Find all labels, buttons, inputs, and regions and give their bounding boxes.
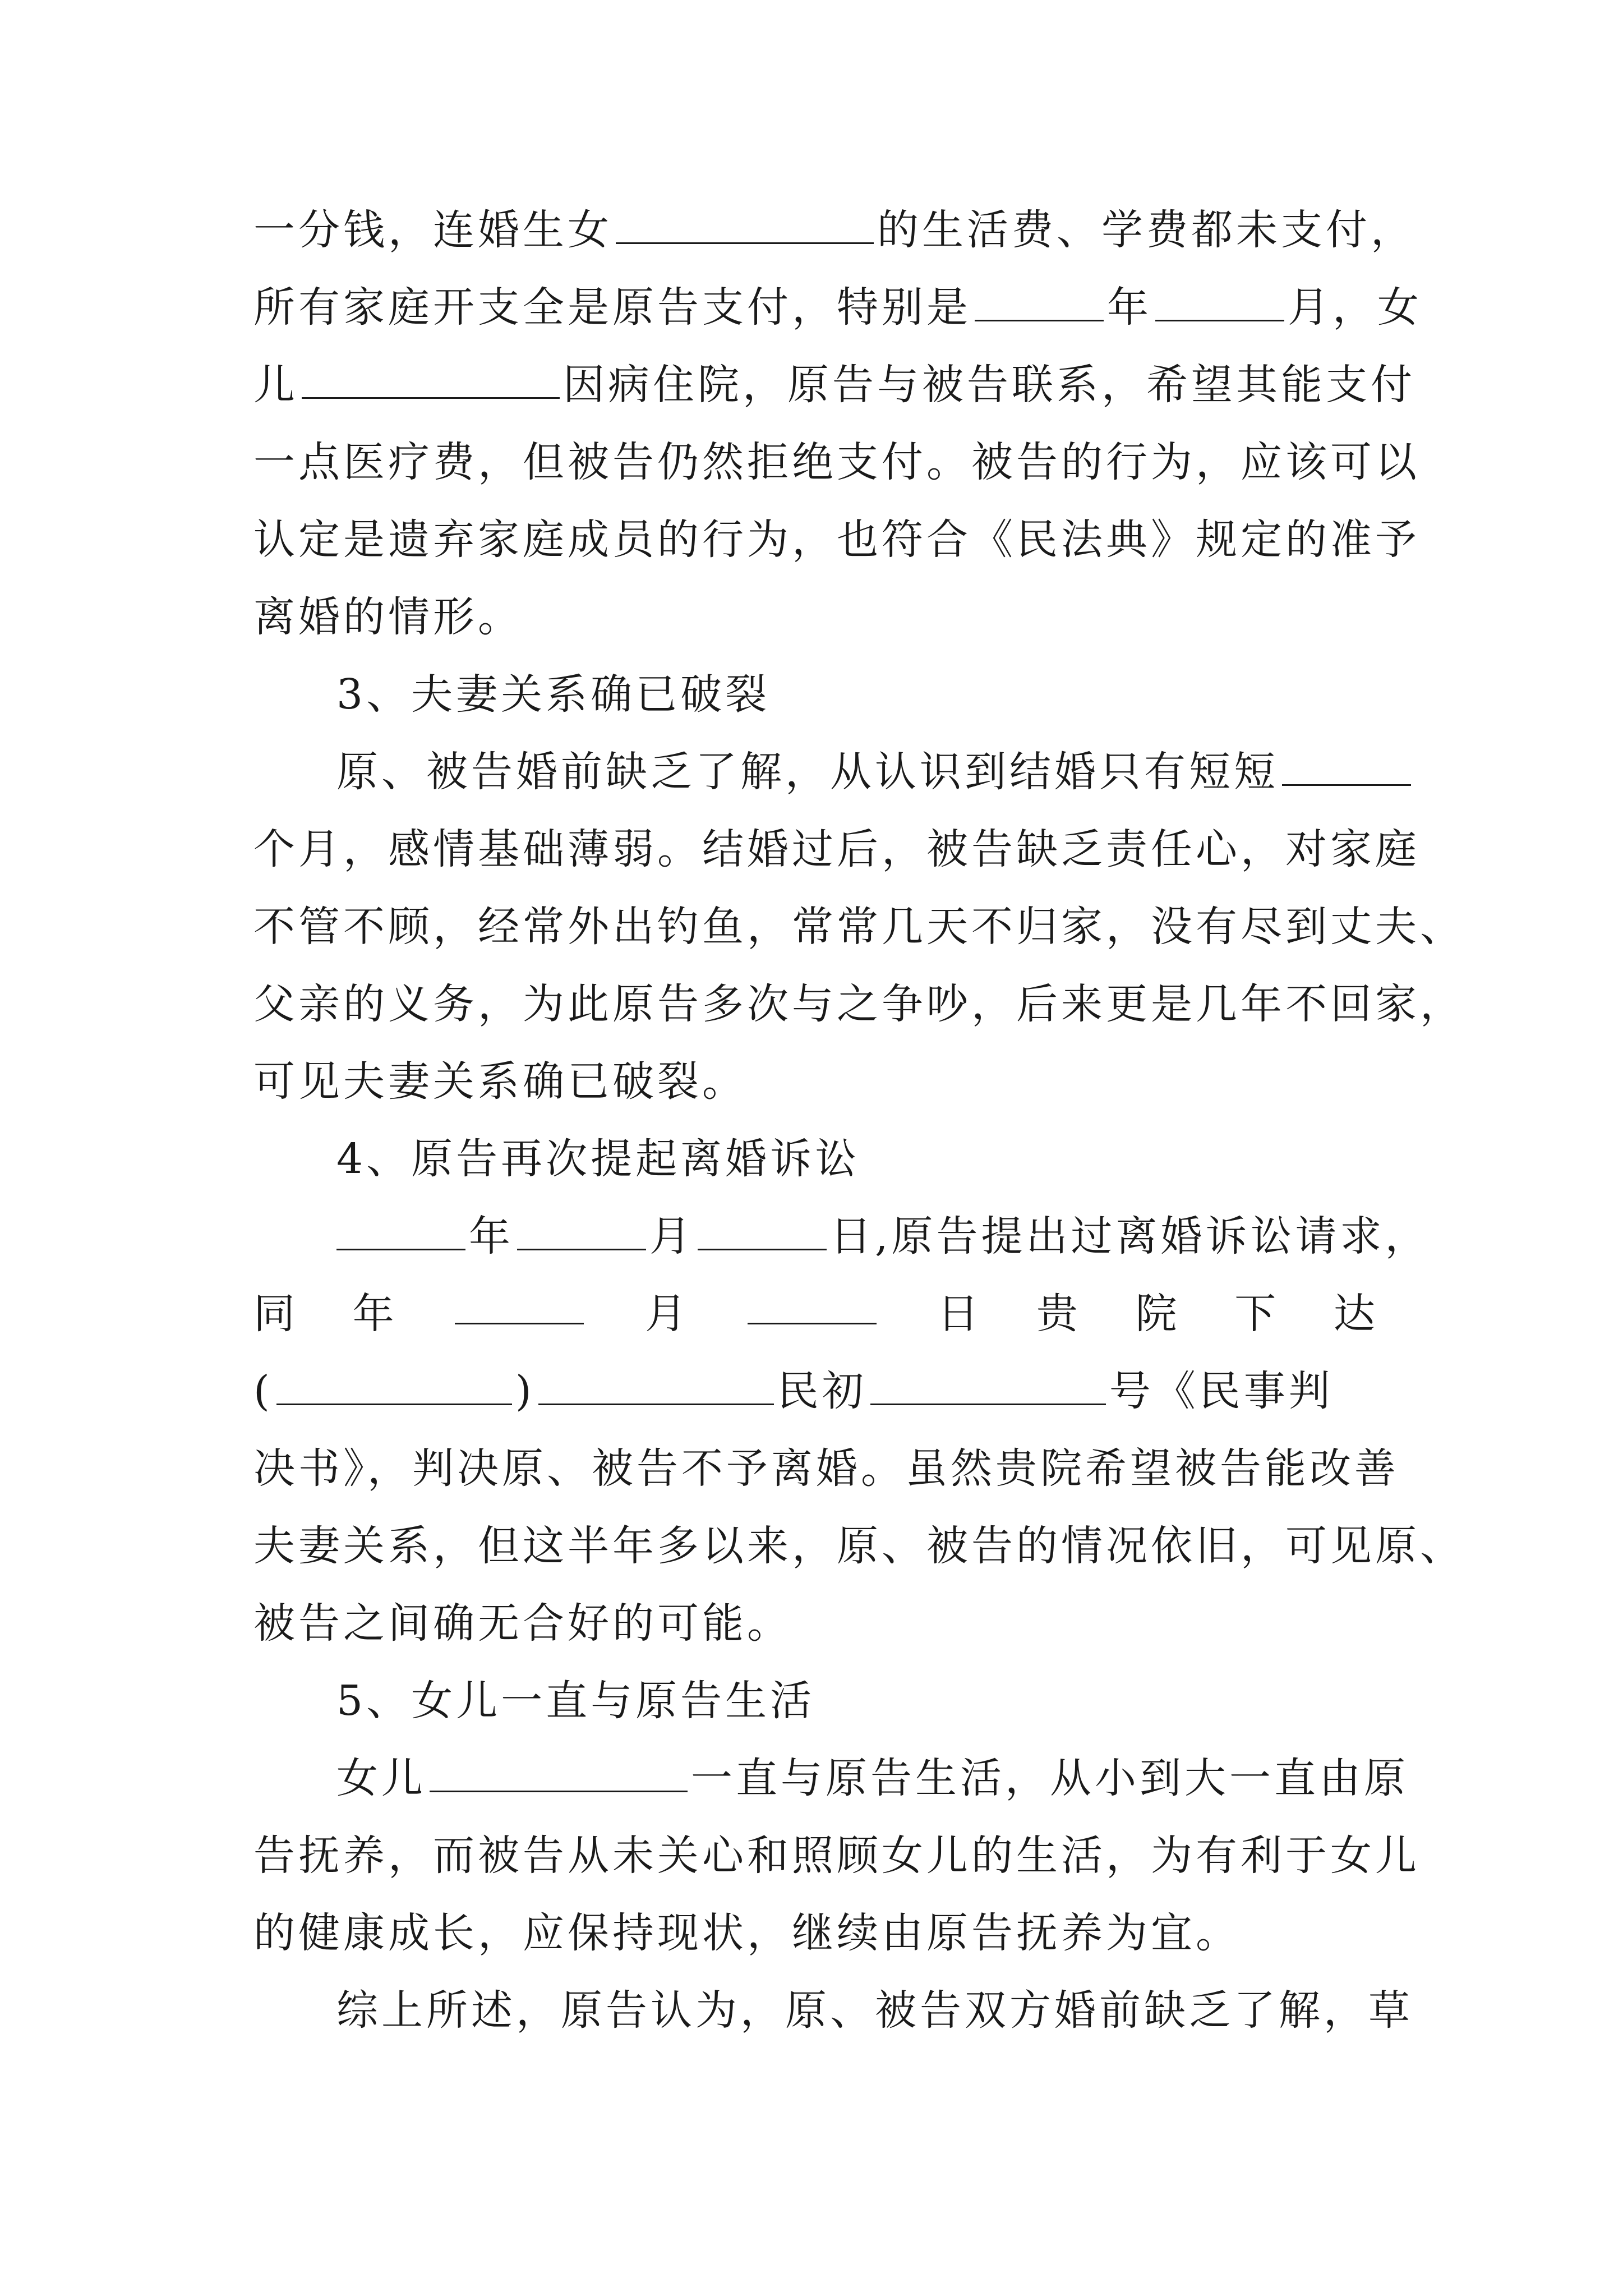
fill-blank — [430, 1754, 688, 1792]
fill-blank — [1282, 747, 1411, 786]
text-line: 可见夫妻关系确已破裂。 — [253, 1057, 747, 1106]
text-line: 儿 因病住院，原告与被告联系，希望其能支付 — [253, 361, 1415, 409]
fill-blank — [517, 1212, 646, 1250]
text-line: 女儿 一直与原告生活，从小到大一直由原 — [336, 1754, 1409, 1802]
text-line: 所有家庭开支全是原告支付，特别是 年 月，女 — [253, 283, 1422, 332]
text-line: 告抚养，而被告从未关心和照顾女儿的生活，为有利于女儿 — [253, 1832, 1420, 1880]
text-line: 决书》，判决原、被告不予离婚。虽然贵院希望被告能改善 — [253, 1444, 1399, 1493]
text-line: 的健康成长，应保持现状，继续由原告抚养为宜。 — [253, 1909, 1241, 1957]
fill-blank — [302, 360, 560, 399]
fill-blank — [870, 1366, 1106, 1405]
text-line: 离婚的情形。 — [253, 593, 523, 641]
text-line: 同 年 月 日 贵 院 下 达 — [253, 1286, 1375, 1342]
fill-blank — [1155, 283, 1284, 321]
text-line: 父亲的义务，为此原告多次与之争吵，后来更是几年不回家， — [253, 980, 1465, 1028]
text-line: ( ) 民初 号《民事判 — [253, 1367, 1334, 1415]
text-line: 综上所述，原告认为，原、被告双方婚前缺乏了解，草 — [336, 1986, 1413, 2035]
fill-blank — [538, 1366, 774, 1405]
text-line: 原、被告婚前缺乏了解，从认识到结婚只有短短 — [336, 744, 1375, 800]
section-heading: 3、夫妻关系确已破裂 — [336, 670, 771, 719]
section-heading: 5、女儿一直与原告生活 — [336, 1677, 815, 1725]
text-line: 认定是遗弃家庭成员的行为，也符合《民法典》规定的准予 — [253, 516, 1420, 564]
text-line: 年 月 日,原告提出过离婚诉讼请求， — [336, 1208, 1375, 1264]
text-line: 一点医疗费，但被告仍然拒绝支付。被告的行为，应该可以 — [253, 438, 1420, 486]
text-line: 夫妻关系，但这半年多以来，原、被告的情况依旧，可见原、 — [253, 1522, 1465, 1570]
fill-blank — [276, 1366, 512, 1405]
fill-blank — [336, 1212, 465, 1250]
text-line: 一分钱，连婚生女 的生活费、学费都未支付， — [253, 206, 1415, 254]
fill-blank — [748, 1286, 877, 1324]
text-line: 被告之间确无合好的可能。 — [253, 1599, 792, 1648]
fill-blank — [616, 205, 874, 244]
fill-blank — [975, 283, 1104, 321]
text-line: 不管不顾，经常外出钓鱼，常常几天不归家，没有尽到丈夫、 — [253, 903, 1465, 951]
fill-blank — [698, 1212, 827, 1250]
fill-blank — [455, 1286, 584, 1324]
section-heading: 4、原告再次提起离婚诉讼 — [336, 1135, 860, 1183]
text-line: 个月，感情基础薄弱。结婚过后，被告缺乏责任心，对家庭 — [253, 825, 1420, 873]
